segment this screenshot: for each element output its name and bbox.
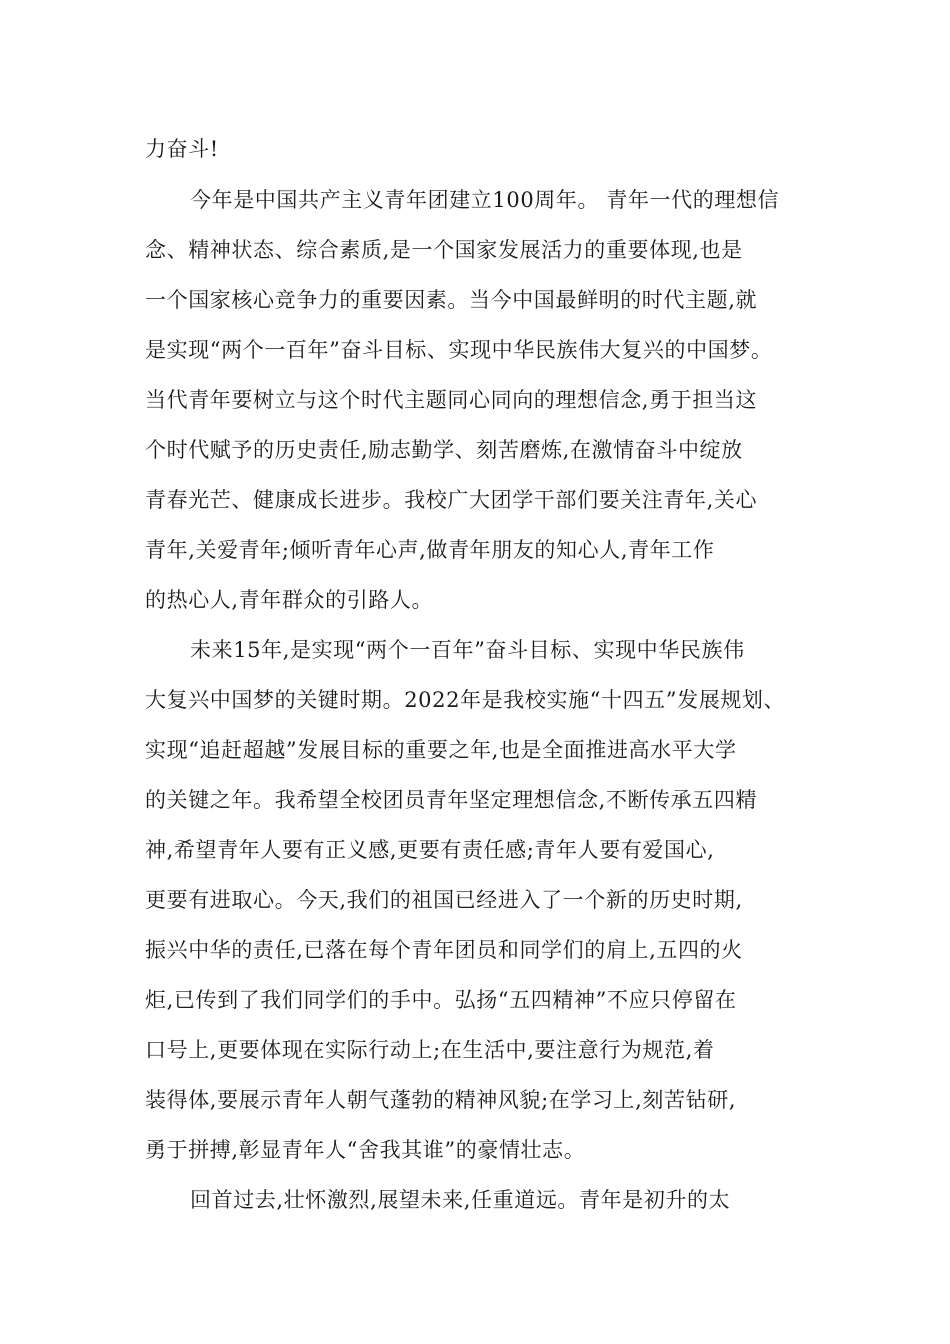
text-line: 炬,已传到了我们同学们的手中。弘扬“五四精神”不应只停留在 [145,988,737,1012]
text-line: 青年,关爱青年;倾听青年心声,做青年朋友的知心人,青年工作 [145,538,715,562]
text-line: 的热心人,青年群众的引路人。 [145,588,434,612]
text-line: 更要有进取心。今天,我们的祖国已经进入了一个新的历史时期, [145,888,743,912]
text-line: 一个国家核心竞争力的重要因素。当今中国最鲜明的时代主题,就 [145,288,758,312]
text-line: 装得体,要展示青年人朝气蓬勃的精神风貌;在学习上,刻苦钻研, [145,1088,737,1112]
text-line: 是实现“两个一百年”奋斗目标、实现中华民族伟大复兴的中国梦。 [145,338,773,362]
text-line: 口号上,更要体现在实际行动上;在生活中,要注意行为规范,着 [145,1038,715,1062]
text-line: 勇于拼搏,彰显青年人“舍我其谁”的豪情壮志。 [145,1138,586,1162]
paragraph-first-line: 今年是中国共产主义青年团建立100周年。 青年一代的理想信 [190,188,780,212]
text-line: 振兴中华的责任,已落在每个青年团员和同学们的肩上,五四的火 [145,938,743,962]
paragraph-first-line: 未来15年,是实现“两个一百年”奋斗目标、实现中华民族伟 [190,638,745,662]
text-line: 大复兴中国梦的关键时期。2022年是我校实施“十四五”发展规划、 [145,688,786,712]
text-line: 当代青年要树立与这个时代主题同心同向的理想信念,勇于担当这 [145,388,758,412]
text-line: 力奋斗! [145,137,219,161]
text-line: 青春光芒、健康成长进步。我校广大团学干部们要关注青年,关心 [145,488,758,512]
text-line: 念、精神状态、综合素质,是一个国家发展活力的重要体现,也是 [145,238,743,262]
text-line: 个时代赋予的历史责任,励志勤学、刻苦磨炼,在激情奋斗中绽放 [145,438,743,462]
text-line: 神,希望青年人要有正义感,更要有责任感;青年人要有爱国心, [145,838,715,862]
paragraph-first-line: 回首过去,壮怀激烈,展望未来,任重道远。青年是初升的太 [190,1188,731,1212]
text-line: 实现“追赶超越”发展目标的重要之年,也是全面推进高水平大学 [145,738,737,762]
text-line: 的关键之年。我希望全校团员青年坚定理想信念,不断传承五四精 [145,788,758,812]
